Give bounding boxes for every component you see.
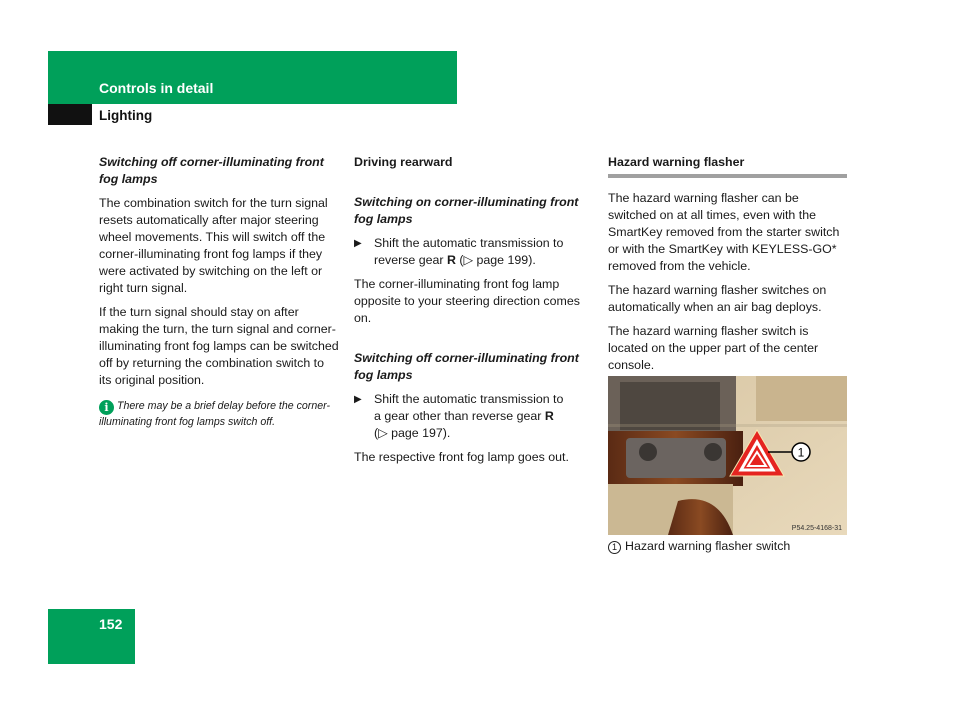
- page-ref: (▷ page 199).: [455, 253, 536, 267]
- header-band: [48, 51, 457, 104]
- step-text: Shift the automatic transmission to reverse gear: [374, 236, 564, 267]
- bullet-arrow-icon: ▶: [354, 394, 362, 405]
- col2-subheading-off: Switching off corner-illuminating front fog lamps: [354, 351, 579, 382]
- info-icon: i: [99, 400, 114, 415]
- column-2: [354, 154, 594, 473]
- col2-result-1: The corner-illuminating front fog lamp opposite to your steering direction comes on.: [354, 277, 580, 325]
- col3-paragraph-2: The hazard warning flasher switches on automatically when an air bag deploys.: [608, 283, 827, 314]
- section-title: Lighting: [99, 108, 153, 123]
- caption-number: 1: [608, 541, 621, 554]
- caption-text: Hazard warning flasher switch: [625, 539, 791, 553]
- col3-paragraph-1: The hazard warning flasher can be switched on at all times, even with the SmartKey removed from the starter switch or with the SmartKey with KEYLESS-GO* removed from the vehicle.: [608, 191, 840, 273]
- page-number: 152: [99, 616, 123, 632]
- photo-code: P54.25-4168-31: [791, 525, 842, 532]
- column-1: [99, 154, 339, 430]
- instruction-step: [354, 391, 594, 449]
- info-note: [99, 399, 339, 430]
- col3-paragraph-3: The hazard warning flasher switch is located on the upper part of the center console.: [608, 324, 819, 372]
- section-marker: [48, 104, 92, 125]
- col2-subheading-on: Switching on corner-illuminating front fog lamps: [354, 195, 579, 226]
- step-text: Shift the automatic transmission to a gear other than reverse gear: [374, 392, 564, 423]
- col1-paragraph-1: The combination switch for the turn signal resets automatically after major steering wheel movements. This will switch off the corner-illuminating front fog lamps if they were activated by switching on the left or right turn signal.: [99, 196, 328, 295]
- gear-label: R: [447, 253, 456, 267]
- column-3: [608, 154, 847, 381]
- note-text: There may be a brief delay before the corner-illuminating front fog lamps switch off.: [99, 400, 330, 428]
- chapter-title: Controls in detail: [99, 80, 214, 96]
- photo-caption: [608, 539, 790, 554]
- instruction-step: [354, 235, 594, 276]
- col1-heading: Switching off corner-illuminating front fog lamps: [99, 155, 324, 186]
- console-photo: [608, 376, 847, 535]
- col1-paragraph-2: If the turn signal should stay on after making the turn, the turn signal and corner-illuminating front fog lamps can be switched off by returning the combination switch to its original position.: [99, 305, 339, 387]
- page-ref: (▷ page 197).: [374, 426, 451, 440]
- col2-result-2: The respective front fog lamp goes out.: [354, 450, 569, 464]
- col3-heading: Hazard warning flasher: [608, 154, 847, 178]
- bullet-arrow-icon: ▶: [354, 238, 362, 249]
- callout-number: 1: [797, 445, 805, 460]
- gear-label: R: [544, 409, 554, 423]
- col2-heading: Driving rearward: [354, 155, 453, 169]
